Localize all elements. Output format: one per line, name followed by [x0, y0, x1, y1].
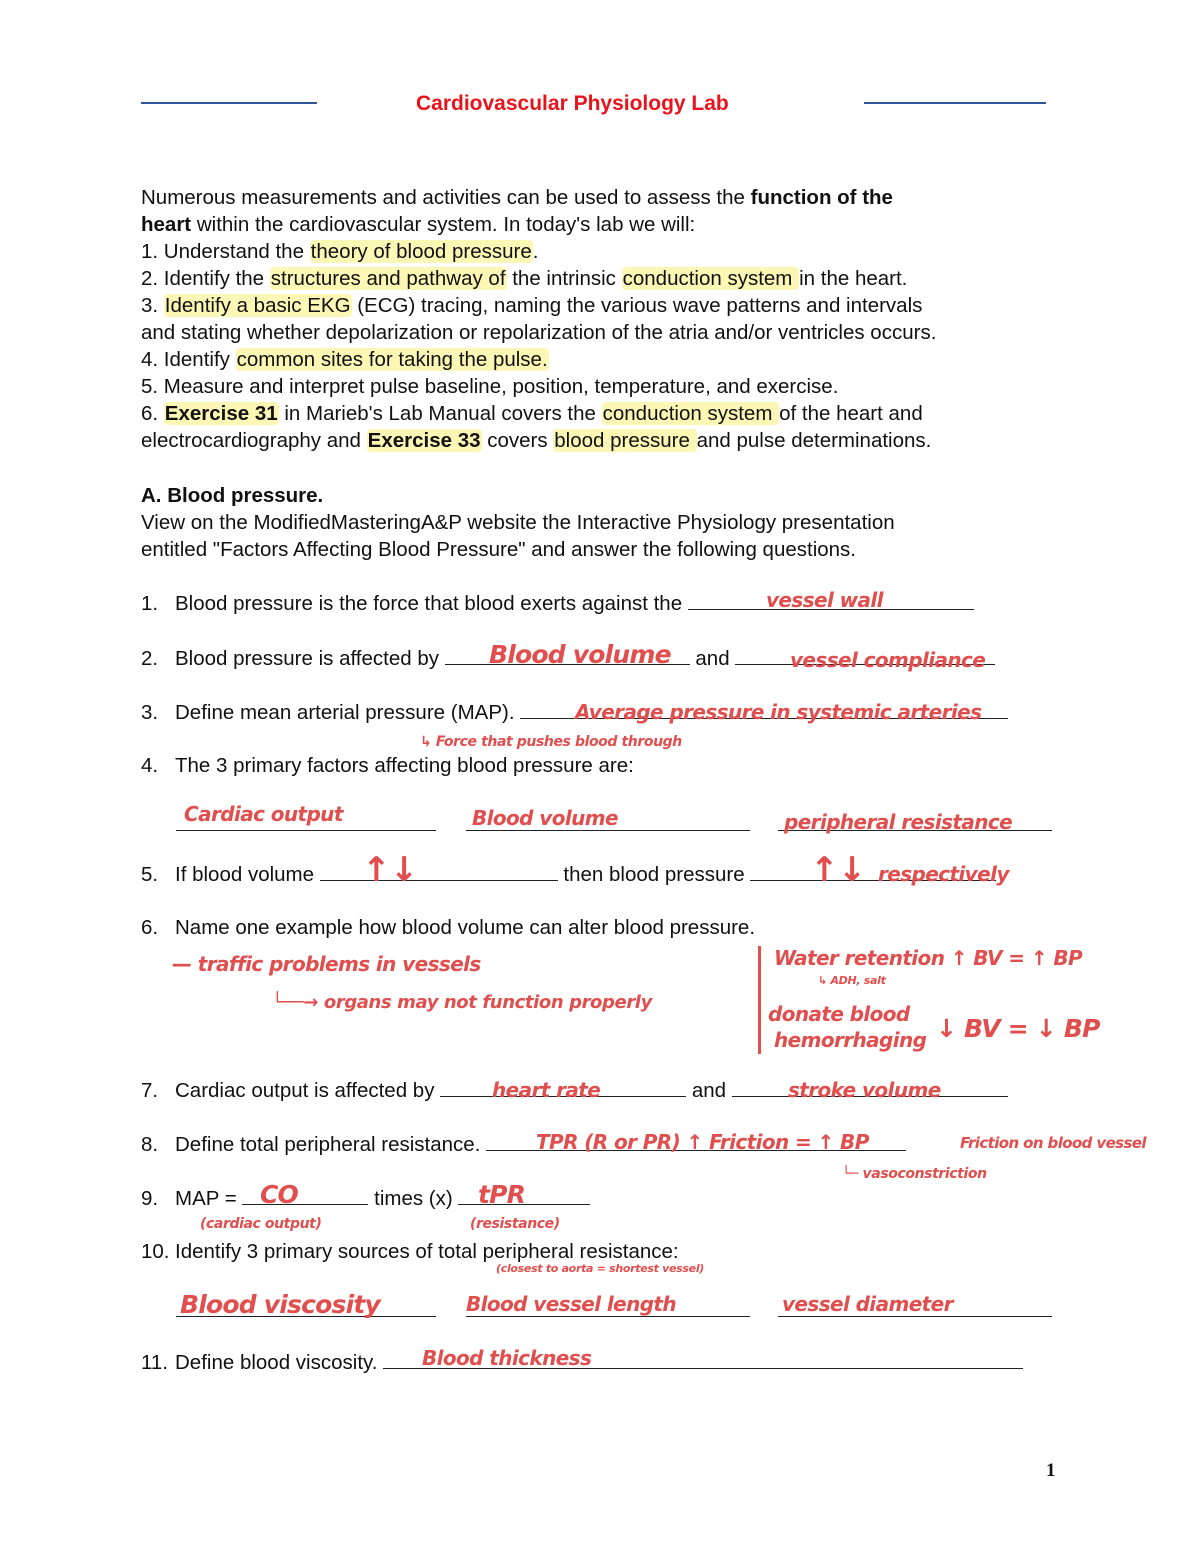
question-5	[141, 862, 996, 887]
highlight-bold: Exercise 31	[164, 402, 278, 425]
intro-text: within the cardiovascular system. In today's lab we will:	[191, 213, 696, 236]
handwritten-answer: peripheral resistance	[784, 810, 1013, 834]
highlight: structures and pathway of	[270, 267, 506, 290]
highlight-bold: Exercise 33	[367, 429, 481, 452]
handwritten-note: └──→ organs may not function properly	[272, 992, 652, 1013]
handwritten-note: └─ vasoconstriction	[842, 1166, 987, 1182]
objective-text: in the heart.	[799, 267, 908, 290]
handwritten-answer: Blood thickness	[422, 1346, 592, 1370]
objective-text: 6.	[141, 402, 164, 425]
question-number: 6.	[141, 916, 159, 939]
handwritten-answer: hemorrhaging	[774, 1028, 927, 1052]
handwritten-note-text: vasoconstriction	[862, 1166, 987, 1182]
handwritten-answer: ↓ BV = ↓ BP	[936, 1014, 1100, 1043]
question-10	[141, 1240, 679, 1264]
handwritten-answer: tPR	[478, 1180, 526, 1209]
objective-6	[141, 402, 923, 426]
highlight: common sites for taking the pulse.	[236, 348, 548, 371]
intro-bold: function of the	[750, 186, 893, 209]
handwritten-answer: Friction on blood vessel	[960, 1134, 1146, 1152]
objective-text: covers	[481, 429, 554, 452]
objective-text: of the heart and	[779, 402, 923, 425]
handwritten-answer: Average pressure in systemic arteries	[575, 700, 982, 724]
question-text: and	[686, 1079, 732, 1102]
section-paragraph-2: entitled "Factors Affecting Blood Pressure" and answer the following questions.	[141, 538, 856, 561]
handwritten-answer: Blood volume	[472, 806, 618, 830]
handwritten-answer: respectively	[878, 862, 1009, 886]
intro-line-2	[141, 213, 695, 237]
handwritten-note-text: organs may not function properly	[323, 992, 652, 1013]
objective-3	[141, 294, 922, 318]
objective-text: electrocardiography and	[141, 429, 367, 452]
objective-text: and stating whether depolarization or repolarization of the atria and/or ventricles occurs.	[141, 321, 937, 344]
highlight: theory of blood pressure	[310, 240, 532, 263]
handwritten-answer: TPR (R or PR) ↑ Friction = ↑ BP	[536, 1130, 869, 1154]
handwritten-answer: vessel wall	[766, 588, 883, 612]
objective-text: 3.	[141, 294, 164, 317]
page-number: 1	[1046, 1460, 1056, 1481]
handwritten-note: ↳ ADH, salt	[818, 974, 886, 987]
handwritten-answer: Blood vessel length	[466, 1292, 677, 1316]
handwritten-answer: Water retention ↑ BV = ↑ BP	[774, 946, 1083, 970]
handwritten-answer: Blood volume	[489, 640, 671, 669]
objective-text: 2. Identify the	[141, 267, 270, 290]
objective-2	[141, 267, 907, 291]
handwritten-note: ↳ Force that pushes blood through	[420, 734, 682, 750]
question-text: Blood pressure is affected by	[175, 647, 445, 670]
header-rule-right	[864, 102, 1046, 104]
question-text: Blood pressure is the force that blood exerts against the	[175, 592, 688, 615]
handwritten-arrows: ↑↓	[362, 850, 418, 890]
question-4	[141, 754, 634, 778]
question-text: Define total peripheral resistance.	[175, 1133, 487, 1156]
handwritten-answer: donate blood	[768, 1002, 910, 1026]
objective-1	[141, 240, 538, 264]
question-text: Define mean arterial pressure (MAP).	[175, 701, 521, 724]
question-text: Identify 3 primary sources of total peripheral resistance:	[175, 1240, 679, 1263]
question-number: 7.	[141, 1079, 159, 1102]
question-text: The 3 primary factors affecting blood pressure are:	[175, 754, 634, 777]
question-number: 4.	[141, 754, 159, 777]
question-text: Define blood viscosity.	[175, 1351, 384, 1374]
objective-text: .	[532, 240, 539, 263]
question-number: 8.	[141, 1133, 159, 1156]
question-number: 9.	[141, 1187, 159, 1210]
objective-text: 1. Understand the	[141, 240, 310, 263]
highlight: conduction system	[622, 267, 799, 290]
handwritten-note-text: Force that pushes blood through	[435, 734, 682, 750]
question-text: MAP =	[175, 1187, 243, 1210]
intro-text: Numerous measurements and activities can be used to assess the	[141, 186, 751, 209]
question-text: If blood volume	[175, 863, 320, 886]
handwritten-answer: stroke volume	[788, 1078, 941, 1102]
highlight: Identify a basic EKG	[164, 294, 351, 317]
handwritten-answer: heart rate	[492, 1078, 601, 1102]
handwritten-answer: Cardiac output	[184, 802, 343, 826]
highlight: conduction system	[602, 402, 779, 425]
handwritten-note: (cardiac output)	[200, 1216, 322, 1232]
handwritten-answer: CO	[260, 1180, 298, 1209]
objective-text: in Marieb's Lab Manual covers the	[278, 402, 602, 425]
question-6	[141, 916, 755, 940]
objective-text: 5. Measure and interpret pulse baseline, position, temperature, and exercise.	[141, 375, 839, 398]
objective-text: the intrinsic	[506, 267, 622, 290]
intro-bold: heart	[141, 213, 192, 236]
question-number: 5.	[141, 863, 159, 886]
handwritten-note-text: ADH, salt	[830, 974, 886, 987]
question-number: 1.	[141, 592, 159, 615]
objective-5	[141, 375, 838, 399]
objective-3-cont	[141, 321, 936, 345]
section-heading	[141, 484, 323, 508]
question-text: and	[689, 647, 736, 670]
objective-text: (ECG) tracing, naming the various wave patterns and intervals	[351, 294, 923, 317]
handwritten-answer: vessel compliance	[790, 648, 986, 672]
section-paragraph-1: View on the ModifiedMasteringA&P website the Interactive Physiology presentation	[141, 511, 895, 534]
question-text: Cardiac output is affected by	[175, 1079, 441, 1102]
highlight: blood pressure	[554, 429, 696, 452]
question-text: times (x)	[368, 1187, 459, 1210]
question-text: then blood pressure	[557, 863, 751, 886]
question-number: 3.	[141, 701, 159, 724]
question-text: Name one example how blood volume can alter blood pressure.	[175, 916, 756, 939]
header-rule-left	[141, 102, 317, 104]
question-number: 2.	[141, 647, 159, 670]
question-number: 10.	[141, 1240, 170, 1263]
handwritten-answer: Blood viscosity	[180, 1290, 381, 1319]
handwritten-bracket	[758, 946, 761, 1054]
question-number: 11.	[141, 1351, 168, 1374]
intro-line-1	[141, 186, 893, 210]
handwritten-arrows: ↑↓	[810, 850, 866, 890]
answer-blank	[320, 862, 558, 881]
handwritten-note: (closest to aorta = shortest vessel)	[496, 1262, 705, 1275]
section-heading-text: A. Blood pressure.	[141, 484, 324, 507]
objective-4	[141, 348, 549, 372]
page-title: Cardiovascular Physiology Lab	[416, 92, 729, 115]
objective-6-cont	[141, 429, 931, 453]
objective-text: 4. Identify	[141, 348, 236, 371]
handwritten-answer: — traffic problems in vessels	[172, 952, 481, 976]
objective-text: and pulse determinations.	[696, 429, 932, 452]
handwritten-note: (resistance)	[470, 1216, 560, 1232]
handwritten-answer: vessel diameter	[782, 1292, 953, 1316]
